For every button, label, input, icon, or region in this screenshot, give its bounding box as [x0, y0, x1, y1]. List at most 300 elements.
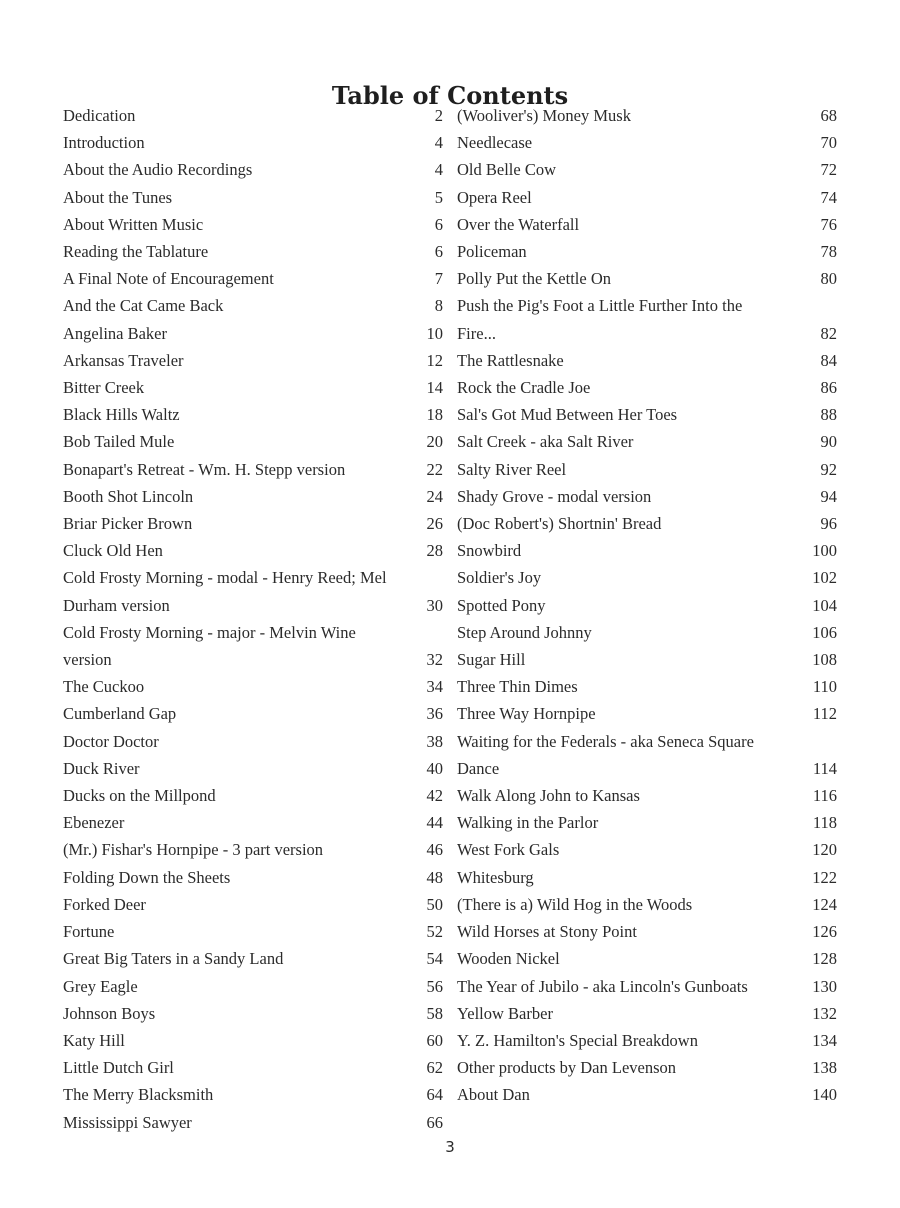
toc-entry[interactable]	[63, 755, 443, 782]
toc-entry-page: 92	[820, 459, 837, 479]
dot-leader	[567, 457, 819, 474]
toc-entry-title: Arkansas Traveler	[63, 350, 184, 370]
dot-leader	[638, 920, 811, 937]
toc-entry-row	[63, 1027, 443, 1054]
toc-entry-row	[63, 1054, 443, 1081]
toc-entry-title: Whitesburg	[457, 867, 534, 887]
toc-entry[interactable]	[63, 1081, 443, 1108]
toc-entry[interactable]	[457, 156, 837, 183]
toc-entry-row	[457, 428, 837, 455]
toc-entry[interactable]	[63, 347, 443, 374]
toc-entry-page: 88	[820, 405, 837, 425]
toc-entry-title: Wild Horses at Stony Point	[457, 922, 637, 942]
toc-entry-title: The Cuckoo	[63, 677, 145, 697]
dot-leader	[699, 1028, 811, 1045]
toc-entry-title: Walking in the Parlor	[457, 813, 599, 833]
toc-entry-title-line1: Push the Pig's Foot a Little Further Into the	[457, 296, 743, 316]
toc-entry-title: A Final Note of Encouragement	[63, 269, 274, 289]
toc-entry-title: Walk Along John to Kansas	[457, 786, 640, 806]
toc-entry-page: 5	[434, 187, 443, 207]
toc-entry-page: 72	[820, 160, 837, 180]
toc-entry-row	[457, 673, 837, 700]
toc-entry-row	[457, 782, 837, 809]
toc-entry-page: 26	[426, 514, 443, 534]
dot-leader	[557, 158, 820, 175]
toc-entry-row	[63, 537, 443, 564]
toc-entry-title: Mississippi Sawyer	[63, 1112, 192, 1132]
toc-entry[interactable]	[457, 728, 837, 782]
toc-entry-page: 58	[426, 1003, 443, 1023]
toc-entry-row	[457, 809, 837, 836]
dot-leader	[634, 430, 819, 447]
toc-entry-title: Little Dutch Girl	[63, 1058, 174, 1078]
toc-entry-page: 52	[426, 922, 443, 942]
toc-entry-title: version	[63, 650, 112, 670]
toc-entry[interactable]	[457, 1000, 837, 1027]
toc-entry-title: Yellow Barber	[457, 1003, 553, 1023]
toc-entry[interactable]	[63, 401, 443, 428]
toc-entry-title: The Rattlesnake	[457, 350, 564, 370]
toc-entry-row	[63, 646, 443, 673]
dot-leader	[579, 675, 812, 692]
toc-entry-title: Rock the Cradle Joe	[457, 378, 591, 398]
dot-leader	[652, 484, 819, 501]
toc-entry-row	[457, 211, 837, 238]
toc-entry[interactable]	[63, 1054, 443, 1081]
toc-entry[interactable]	[63, 700, 443, 727]
toc-entry-row	[457, 129, 837, 156]
toc-entry[interactable]	[457, 483, 837, 510]
toc-entry-row	[63, 129, 443, 156]
toc-entry-title: Shady Grove - modal version	[457, 486, 652, 506]
toc-entry-row	[457, 1081, 837, 1108]
toc-entry-title: Sal's Got Mud Between Her Toes	[457, 405, 678, 425]
toc-entry-title: Wooden Nickel	[457, 949, 560, 969]
dot-leader	[500, 756, 812, 773]
dot-leader	[497, 321, 820, 338]
toc-entry-title: Snowbird	[457, 541, 522, 561]
toc-entry-title: (Doc Robert's) Shortnin' Bread	[457, 514, 662, 534]
toc-entry-row	[63, 238, 443, 265]
toc-entry-row	[63, 265, 443, 292]
toc-entry[interactable]	[457, 864, 837, 891]
toc-entry-page: 64	[426, 1085, 443, 1105]
toc-entry[interactable]	[63, 728, 443, 755]
toc-entry-title: Bob Tailed Mule	[63, 432, 175, 452]
toc-entry[interactable]	[457, 238, 837, 265]
toc-entry-title: Black Hills Waltz	[63, 405, 180, 425]
toc-entry-page: 128	[812, 949, 837, 969]
toc-entry[interactable]	[63, 918, 443, 945]
toc-entry-title: Cluck Old Hen	[63, 541, 163, 561]
toc-entry-row	[63, 320, 443, 347]
dot-leader	[175, 1056, 426, 1073]
toc-entry[interactable]	[457, 809, 837, 836]
toc-entry[interactable]	[63, 1027, 443, 1054]
dot-leader	[217, 784, 426, 801]
toc-entry-page: 76	[820, 214, 837, 234]
toc-entry-page: 42	[426, 786, 443, 806]
toc-entry-page: 70	[820, 133, 837, 153]
toc-entry-row	[63, 184, 443, 211]
toc-entry[interactable]	[63, 891, 443, 918]
toc-entry[interactable]	[457, 673, 837, 700]
toc-entry-row	[63, 918, 443, 945]
toc-entry-row	[457, 755, 837, 782]
toc-entry[interactable]	[63, 374, 443, 401]
toc-entry-title: Duck River	[63, 758, 140, 778]
toc-entry-row	[63, 483, 443, 510]
toc-entry-page: 96	[820, 514, 837, 534]
toc-entry-title: (Wooliver's) Money Musk	[457, 106, 631, 125]
dot-leader	[156, 1001, 425, 1018]
toc-entry-row	[63, 700, 443, 727]
toc-entry-page: 138	[812, 1058, 837, 1078]
toc-entry-row	[63, 401, 443, 428]
toc-entry-row	[457, 374, 837, 401]
toc-entry-page: 112	[812, 704, 837, 724]
toc-entry-row	[63, 102, 443, 129]
toc-entry-row	[457, 973, 837, 1000]
toc-entry[interactable]	[63, 238, 443, 265]
toc-entry-page: 86	[820, 378, 837, 398]
toc-entry[interactable]	[63, 564, 443, 618]
toc-entry-row	[457, 1000, 837, 1027]
toc-entry[interactable]	[457, 564, 837, 591]
toc-entry-row	[63, 1109, 443, 1136]
toc-entry[interactable]	[457, 428, 837, 455]
toc-entry[interactable]	[63, 809, 443, 836]
toc-entry[interactable]	[63, 129, 443, 156]
toc-entry[interactable]	[457, 1054, 837, 1081]
dot-leader	[209, 240, 434, 257]
toc-entry-page: 7	[434, 269, 443, 289]
toc-entry-title: Dance	[457, 758, 500, 778]
toc-entry-page: 18	[426, 405, 443, 425]
toc-entry[interactable]	[457, 646, 837, 673]
dot-leader	[693, 892, 811, 909]
toc-entry[interactable]	[63, 836, 443, 863]
toc-entry-row	[63, 809, 443, 836]
toc-entry-row	[457, 238, 837, 265]
toc-entry[interactable]	[63, 973, 443, 1000]
toc-entry[interactable]	[457, 619, 837, 646]
toc-left-column	[63, 102, 443, 1136]
toc-entry[interactable]	[63, 211, 443, 238]
toc-entry[interactable]	[63, 864, 443, 891]
toc-entry[interactable]	[457, 347, 837, 374]
toc-entry-row	[457, 510, 837, 537]
toc-entry-title: Katy Hill	[63, 1030, 125, 1050]
toc-entry[interactable]	[457, 265, 837, 292]
toc-entry[interactable]	[63, 184, 443, 211]
toc-entry[interactable]	[457, 537, 837, 564]
toc-entry-page: 22	[426, 459, 443, 479]
dot-leader	[168, 321, 425, 338]
toc-entry-title: Ducks on the Millpond	[63, 786, 216, 806]
toc-entry[interactable]	[457, 456, 837, 483]
dot-leader	[125, 811, 425, 828]
toc-entry-page: 56	[426, 976, 443, 996]
toc-entry[interactable]	[63, 1000, 443, 1027]
toc-entry[interactable]	[63, 156, 443, 183]
toc-entry-title: Three Thin Dimes	[457, 677, 578, 697]
dot-leader	[641, 784, 812, 801]
toc-entry-row	[63, 347, 443, 374]
toc-entry[interactable]	[457, 211, 837, 238]
toc-entry-page: 120	[812, 840, 837, 860]
toc-entry-title-line1: Cold Frosty Morning - modal - Henry Reed; Mel	[63, 568, 387, 588]
toc-entry-title: (Mr.) Fishar's Hornpipe - 3 part version	[63, 840, 324, 860]
dot-leader	[284, 947, 425, 964]
dot-leader	[115, 920, 425, 937]
toc-entry-row	[457, 646, 837, 673]
toc-entry-title: The Year of Jubilo - aka Lincoln's Gunboats	[457, 976, 748, 996]
toc-entry-title: Folding Down the Sheets	[63, 867, 231, 887]
dot-leader	[678, 403, 819, 420]
dot-leader	[749, 974, 811, 991]
toc-entry[interactable]	[63, 673, 443, 700]
dot-leader	[531, 1083, 811, 1100]
toc-entry-page: 130	[812, 976, 837, 996]
toc-entry-row	[457, 156, 837, 183]
toc-entry[interactable]	[457, 700, 837, 727]
toc-entry-title: Angelina Baker	[63, 323, 168, 343]
toc-entry-page: 38	[426, 731, 443, 751]
toc-entry-page: 108	[812, 650, 837, 670]
toc-entry[interactable]	[63, 1109, 443, 1136]
dot-leader	[173, 185, 434, 202]
dot-leader	[565, 348, 820, 365]
toc-entry-title: Great Big Taters in a Sandy Land	[63, 949, 284, 969]
toc-entry-title: Old Belle Cow	[457, 160, 556, 180]
toc-entry-row	[63, 755, 443, 782]
dot-leader	[528, 240, 820, 257]
toc-entry-row	[457, 320, 837, 347]
toc-entry-row	[457, 864, 837, 891]
toc-entry-row	[63, 510, 443, 537]
toc-entry-title: Needlecase	[457, 133, 533, 153]
toc-entry[interactable]	[63, 292, 443, 319]
page-number: 3	[445, 1138, 455, 1156]
toc-entry-row	[63, 891, 443, 918]
toc-entry-title: Bitter Creek	[63, 378, 145, 398]
toc-entry-page: 124	[812, 894, 837, 914]
toc-entry-page: 66	[426, 1112, 443, 1132]
toc-entry[interactable]	[63, 456, 443, 483]
toc-entry-page: 126	[812, 922, 837, 942]
toc-entry-title: Briar Picker Brown	[63, 514, 193, 534]
dot-leader	[593, 620, 811, 637]
dot-leader	[522, 539, 811, 556]
toc-entry-title: Durham version	[63, 595, 170, 615]
dot-leader	[204, 212, 434, 229]
toc-entry-page: 2	[434, 106, 443, 125]
dot-leader	[171, 593, 426, 610]
dot-leader	[591, 376, 819, 393]
toc-entry-row	[63, 374, 443, 401]
toc-entry-title: Salty River Reel	[457, 459, 567, 479]
toc-entry-title: Other products by Dan Levenson	[457, 1058, 677, 1078]
dot-leader	[560, 838, 811, 855]
toc-entry-title: And the Cat Came Back	[63, 296, 224, 316]
toc-entry[interactable]	[457, 401, 837, 428]
dot-leader	[139, 974, 426, 991]
toc-entry-row	[457, 456, 837, 483]
toc-entry[interactable]	[457, 891, 837, 918]
toc-entry-row	[457, 891, 837, 918]
toc-entry-row	[457, 537, 837, 564]
toc-entry-row	[63, 592, 443, 619]
toc-entry-title: Spotted Pony	[457, 595, 546, 615]
toc-entry-row	[63, 211, 443, 238]
toc-entry-page: 90	[820, 432, 837, 452]
toc-entry[interactable]	[63, 537, 443, 564]
toc-entry[interactable]	[457, 945, 837, 972]
toc-entry-title: Bonapart's Retreat - Wm. H. Stepp version	[63, 459, 346, 479]
dot-leader	[597, 702, 812, 719]
toc-entry[interactable]	[457, 1081, 837, 1108]
toc-entry-row	[457, 184, 837, 211]
toc-entry-row	[457, 918, 837, 945]
toc-entry[interactable]	[457, 918, 837, 945]
toc-entry-row	[63, 1000, 443, 1027]
dot-leader	[146, 131, 434, 148]
toc-entry-title: Forked Deer	[63, 894, 146, 914]
toc-entry-row	[457, 102, 837, 129]
toc-entry-row	[457, 483, 837, 510]
toc-entry-row	[63, 728, 443, 755]
dot-leader	[535, 865, 812, 882]
dot-leader	[346, 457, 425, 474]
toc-entry[interactable]	[63, 428, 443, 455]
toc-entry-page: 140	[812, 1085, 837, 1105]
toc-entry-title: Polly Put the Kettle On	[457, 269, 611, 289]
toc-entry[interactable]	[63, 510, 443, 537]
dot-leader	[561, 947, 812, 964]
toc-entry[interactable]	[457, 292, 837, 346]
toc-entry-page: 10	[426, 323, 443, 343]
toc-entry[interactable]	[457, 102, 837, 129]
toc-entry[interactable]	[63, 945, 443, 972]
toc-entry-row	[457, 700, 837, 727]
toc-entry[interactable]	[457, 184, 837, 211]
dot-leader	[181, 403, 426, 420]
toc-entry-title: Fire...	[457, 323, 496, 343]
toc-entry-row	[457, 564, 837, 591]
toc-entry[interactable]	[457, 510, 837, 537]
toc-entry-page: 78	[820, 242, 837, 262]
dot-leader	[542, 566, 811, 583]
toc-entry-title: Sugar Hill	[457, 650, 526, 670]
toc-entry-row	[457, 265, 837, 292]
toc-entry-page: 14	[426, 378, 443, 398]
toc-entry-row	[63, 836, 443, 863]
toc-entry-page: 62	[426, 1058, 443, 1078]
toc-entry-title: Y. Z. Hamilton's Special Breakdown	[457, 1030, 698, 1050]
toc-entry-page: 114	[812, 758, 837, 778]
toc-entry-page: 132	[812, 1003, 837, 1023]
toc-entry-title: Salt Creek - aka Salt River	[457, 432, 634, 452]
toc-entry-title: About the Audio Recordings	[63, 160, 253, 180]
dot-leader	[612, 267, 820, 284]
toc-entry-title: Grey Eagle	[63, 976, 138, 996]
toc-entry-title: (There is a) Wild Hog in the Woods	[457, 894, 693, 914]
toc-entry-row	[457, 401, 837, 428]
toc-entry-page: 134	[812, 1030, 837, 1050]
toc-entry[interactable]	[457, 374, 837, 401]
toc-entry[interactable]	[457, 592, 837, 619]
toc-entry-row	[457, 592, 837, 619]
toc-entry-title: Fortune	[63, 922, 115, 942]
dot-leader	[554, 1001, 811, 1018]
toc-entry-row	[457, 347, 837, 374]
dot-leader	[580, 212, 819, 229]
dot-leader	[533, 131, 819, 148]
toc-entry-page: 68	[820, 106, 837, 125]
toc-entry[interactable]	[63, 483, 443, 510]
toc-entry-row	[457, 1054, 837, 1081]
dot-leader	[662, 512, 819, 529]
toc-entry-page: 4	[434, 133, 443, 153]
toc-entry-row	[457, 945, 837, 972]
dot-leader	[193, 1110, 426, 1127]
toc-entry[interactable]	[457, 129, 837, 156]
toc-entry[interactable]	[63, 782, 443, 809]
toc-entry-page: 54	[426, 949, 443, 969]
toc-entry-page: 8	[434, 296, 443, 316]
toc-entry-row	[63, 782, 443, 809]
page-title: Table of Contents	[331, 81, 569, 111]
dot-leader	[194, 484, 425, 501]
toc-entry-page: 102	[812, 568, 837, 588]
toc-entry-page: 104	[812, 595, 837, 615]
toc-entry[interactable]	[457, 836, 837, 863]
toc-entry[interactable]	[63, 619, 443, 673]
toc-entry[interactable]	[457, 1027, 837, 1054]
dot-leader	[324, 838, 425, 855]
toc-entry[interactable]	[457, 782, 837, 809]
toc-entry-row	[457, 619, 837, 646]
toc-entry-title-line1: Waiting for the Federals - aka Seneca Square	[457, 731, 754, 751]
toc-entry-row	[63, 864, 443, 891]
toc-entry-title: About Written Music	[63, 214, 204, 234]
toc-entry-row	[63, 456, 443, 483]
toc-entry-page: 106	[812, 622, 837, 642]
dot-leader	[145, 675, 425, 692]
toc-entry-title: The Merry Blacksmith	[63, 1085, 214, 1105]
dot-leader	[145, 376, 425, 393]
toc-entry-page: 48	[426, 867, 443, 887]
toc-entry-page: 44	[426, 813, 443, 833]
toc-entry-title: Cumberland Gap	[63, 704, 177, 724]
toc-entry-title: About Dan	[457, 1085, 530, 1105]
toc-entry[interactable]	[457, 973, 837, 1000]
toc-entry-title: Doctor Doctor	[63, 731, 159, 751]
toc-entry[interactable]	[63, 320, 443, 347]
dot-leader	[632, 104, 820, 121]
toc-entry[interactable]	[63, 102, 443, 129]
toc-entry-page: 94	[820, 486, 837, 506]
toc-entry-title: Reading the Tablature	[63, 242, 209, 262]
toc-entry-page: 118	[812, 813, 837, 833]
toc-entry-page: 24	[426, 486, 443, 506]
toc-entry-page: 74	[820, 187, 837, 207]
dot-leader	[599, 811, 812, 828]
toc-entry-page: 60	[426, 1030, 443, 1050]
toc-entry-page: 122	[812, 867, 837, 887]
toc-entry[interactable]	[63, 265, 443, 292]
